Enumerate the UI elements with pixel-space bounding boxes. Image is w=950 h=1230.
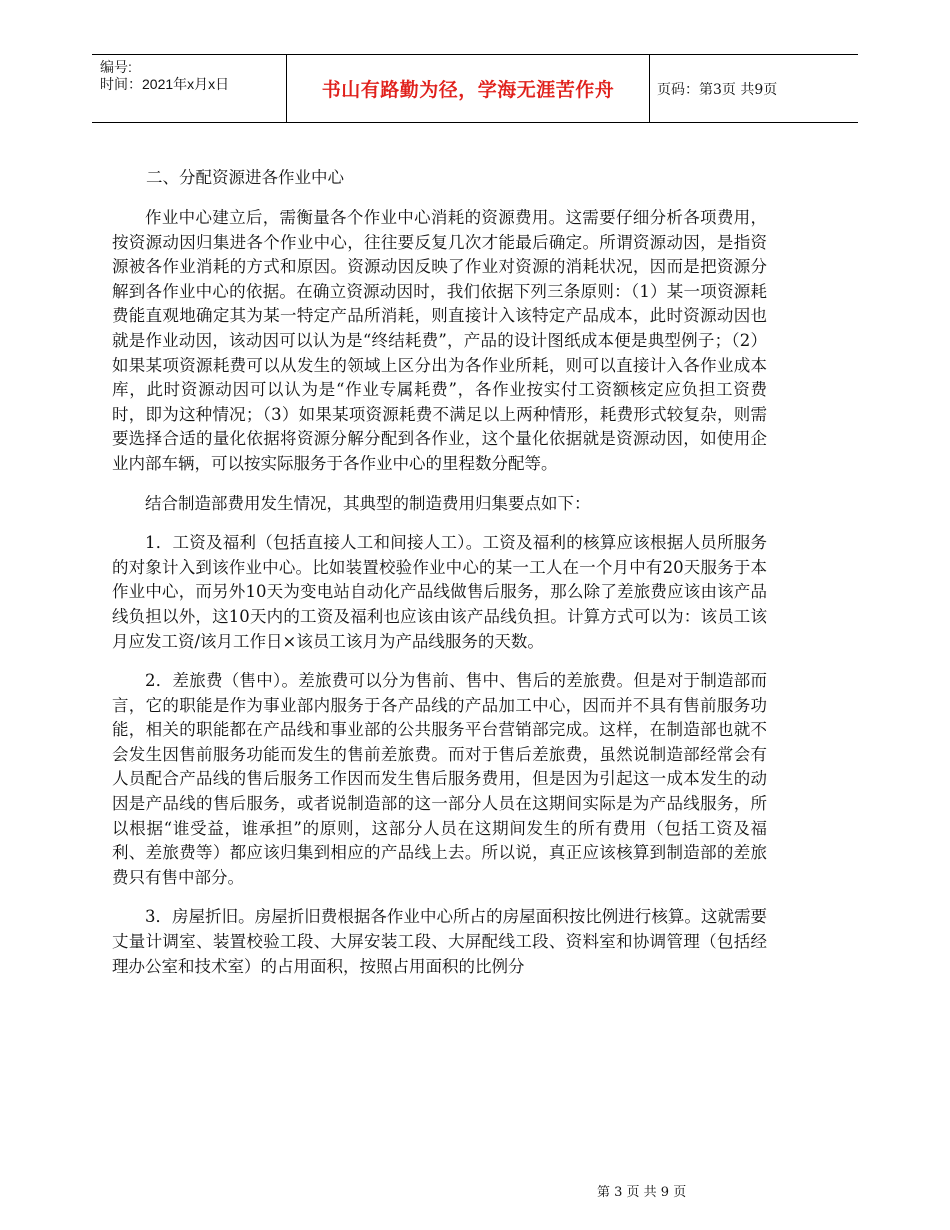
paragraph: 1．工资及福利（包括直接人工和间接人工）。工资及福利的核算应该根据人员所服务的对象计入到该作业中心。比如装置校验作业中心的某一工人在一个月中有20天服务于本作业中心，而另外10天为变电站自动化产品线做售后服务，那么除了差旅费应该由该产品线负担以外，这10天内的工资及福利也应该由该产品线负担。计算方式可以为：该员工该月应发工资/该月工作日×该员工该月为产品线服务的天数。 <box>112 533 767 651</box>
page-footer: 第 3 页 共 9 页 <box>597 1185 687 1200</box>
number-label: 编号: <box>100 59 132 75</box>
document-body <box>112 165 767 994</box>
section-heading: 二、分配资源进各作业中心 <box>146 168 344 187</box>
time-label: 时间：2021年x月x日 <box>100 76 230 92</box>
paragraph: 结合制造部费用发生情况，其典型的制造费用归集要点如下： <box>145 493 591 513</box>
paragraph: 2．差旅费（售中）。差旅费可以分为售前、售中、售后的差旅费。但是对于制造部而言，它的职能是作为事业部内服务于各产品线的产品加工中心，因而并不具有售前服务功能，相关的职能都在产品线和事业部的公共服务平台营销部完成。这样，在制造部也就不会发生因售前服务功能而发生的售前差旅费。而对于售后差旅费，虽然说制造部经常会有人员配合产品线的售后服务工作因而发生售后服务费用，但是因为引起这一成本发生的动因是产品线的售后服务，或者说制造部的这一部分人员在这期间实际是为产品线服务，所以根据“谁受益，谁承担”的原则，这部分人员在这期间发生的所有费用（包括工资及福利、差旅费等）都应该归集到相应的产品线上去。所以说，真正应该核算到制造部的差旅费只有售中部分。 <box>112 671 767 887</box>
header-page-info: 页码：第3页 共9页 <box>657 81 778 98</box>
header-motto: 书山有路勤为径，学海无涯苦作舟 <box>286 55 650 122</box>
paragraph: 3．房屋折旧。房屋折旧费根据各作业中心所占的房屋面积按比例进行核算。这就需要丈量计调室、装置校验工段、大屏安装工段、大屏配线工段、资料室和协调管理（包括经理办公室和技术室）的占用面积，按照占用面积的比例分 <box>112 907 767 976</box>
page-header <box>92 54 858 123</box>
header-left <box>100 55 290 122</box>
paragraph: 作业中心建立后，需衡量各个作业中心消耗的资源费用。这需要仔细分析各项费用，按资源动因归集进各个作业中心，往往要反复几次才能最后确定。所谓资源动因，是指资源被各作业消耗的方式和原因。资源动因反映了作业对资源的消耗状况，因而是把资源分解到各作业中心的依据。在确立资源动因时，我们依据下列三条原则：（1）某一项资源耗费能直观地确定其为某一特定产品所消耗，则直接计入该特定产品成本，此时资源动因也就是作业动因，该动因可以认为是“终结耗费”，产品的设计图纸成本便是典型例子；（2）如果某项资源耗费可以从发生的领域上区分出为各作业所耗，则可以直接计入各作业成本库，此时资源动因可以认为是“作业专属耗费”，各作业按实付工资额核定应负担工资费时，即为这种情况；（3）如果某项资源耗费不满足以上两种情形，耗费形式较复杂，则需要选择合适的量化依据将资源分解分配到各作业，这个量化依据就是资源动因，如使用企业内部车辆，可以按实际服务于各作业中心的里程数分配等。 <box>112 208 767 473</box>
